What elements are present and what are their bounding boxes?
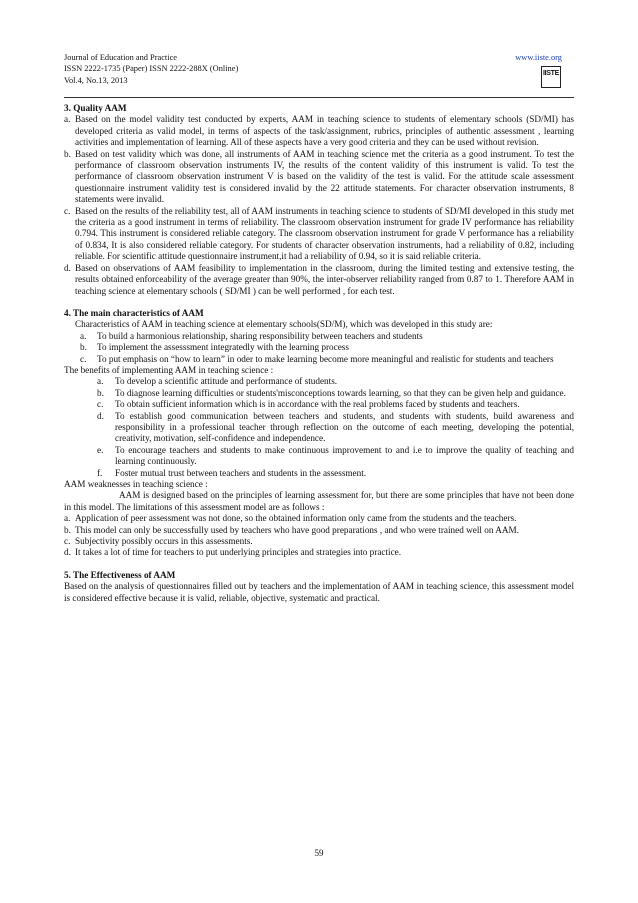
list-item: e. To encourage teachers and students to make continuous improvement to and i.e to improve the quality of teaching and learning continuously. (97, 444, 574, 467)
page-header (64, 52, 574, 86)
list-item: c. Based on the results of the reliability test, all of AAM instruments in teaching science to students of SD/MI developed in this study met the criteria as a good instrument in terms of reliability. The classroom observation instrument for grade IV performance has reliability 0.794. This instrument is considered reliable category. The classroom observation instrument for grade V performance has a reliability of 0.834, It is also considered reliable category. For students of character observation instruments, had a reliability of 0.82, including reliable. For scientific attitude questionnaire instrument,it had a reliability of 0.94, so it is said reliable criteria. (64, 205, 574, 262)
issn-line: ISSN 2222-1735 (Paper) ISSN 2222-288X (Online) (64, 64, 239, 74)
list-item: a. Based on the model validity test conducted by experts, AAM in teaching science to students of elementary schools (SD/MI) has developed criteria as valid model, in terms of aspects of the task/assignment, rubrics, principles of authentic assessment , learning activities and implementation of learning. All of these aspects have a very good criteria and they can be used without revision. (64, 114, 574, 148)
list-item: d. To establish good communication between teachers and students, and students with students, build awareness and responsibility in a professional teacher through reflection on the outcome of each meeting, developing the potential, creativity, motivation, self-confidence and independence. (97, 410, 574, 444)
page-body (64, 103, 574, 604)
weaknesses-title: AAM weaknesses in teaching science : (64, 479, 208, 489)
list-item: b. This model can only be successfully used by teachers who have good preparations , and who were trained well on AAM. (64, 524, 519, 535)
list-item: b. Based on test validity which was done, all instruments of AAM in teaching science met the criteria as a good instrument. To test the performance of classroom observation instruments IV, the results of the content validity of this instrument is valid. To test the performance of classroom observation instrument V is based on the validity of the test is valid. For the attitude scale assessment questionnaire instrument validity test is considered invalid by the 22 attitude statements. For character observation instruments, 8 statements were invalid. (64, 148, 574, 205)
section-3-heading: 3. Quality AAM (64, 103, 127, 113)
list-item: c. Subjectivity possibly occurs in this assessments. (64, 536, 253, 547)
weaknesses-intro: AAM is designed based on the principles of learning assessment for, but there are some principles that have not been done in this model. The limitations of this assessment model are as follows : (64, 490, 574, 512)
list-item: d. Based on observations of AAM feasibility to implementation in the classroom, during the limited testing and extensive testing, the results obtained enforceability of the average greater than 90%, the inter-observer reliability ranged from 0.87 to 1. Therefore AAM in teaching science at elementary schools ( SD/MI ) can be well performed , for each test. (64, 262, 574, 296)
list-item: a. Application of peer assessment was not done, so the obtained information only came from the students and the teachers. (64, 513, 517, 524)
list-item: b. To diagnose learning difficulties or students'misconceptions towards learning, so that they can be given help and guidance. (97, 387, 566, 398)
list-item: a. To build a harmonious relationship, sharing responsibility between teachers and students (80, 330, 423, 341)
list-item: a. To develop a scientific attitude and performance of students. (97, 376, 338, 387)
section-4-heading: 4. The main characteristics of AAM (64, 307, 204, 318)
effectiveness-paragraph: Based on the analysis of questionnaires filled out by teachers and the implementation of AAM in teaching science, this assessment model is considered effective because it is valid, reliable, objective, systematic and practical. (64, 581, 574, 603)
section-5-heading: 5. The Effectiveness of AAM (64, 569, 176, 580)
page-number: 59 (314, 848, 324, 858)
header-rule (64, 97, 574, 98)
list-item: c. To put emphasis on “how to learn” in oder to make learning become more meaningful and realistic for students and teachers (80, 353, 554, 364)
list-item: b. To implement the assesssment integratedly with the learning process (80, 342, 349, 353)
journal-url-link[interactable]: www.iiste.org (515, 53, 562, 62)
benefits-intro: The benefits of implementing AAM in teaching science : (64, 364, 274, 375)
volume-line: Vol.4, No.13, 2013 (64, 75, 128, 85)
characteristics-intro: Characteristics of AAM in teaching science at elementary schools(SD/M), which was developed in this study are: (75, 319, 493, 330)
list-item: d. It takes a lot of time for teachers to put underlying principles and strategies into practice. (64, 547, 402, 558)
list-item: f. Foster mutual trust between teachers and students in the assessment. (97, 467, 367, 478)
iiste-logo: IISTE (541, 66, 561, 88)
list-item: c. To obtain sufficient information which is in accordance with the real problems faced by students and teachers. (97, 399, 520, 410)
journal-name: Journal of Education and Practice (64, 53, 178, 62)
